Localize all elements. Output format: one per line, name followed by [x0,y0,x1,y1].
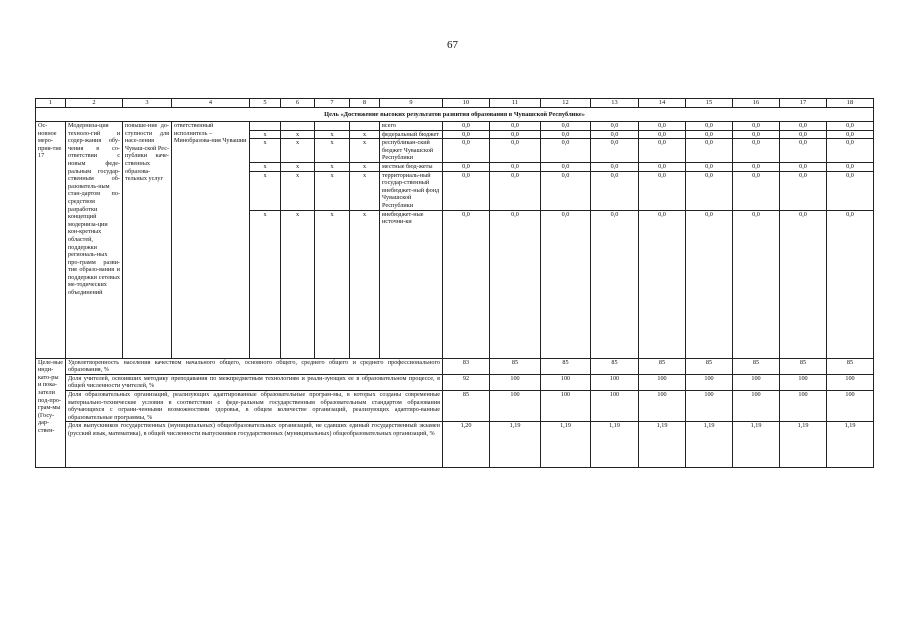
header-cell: 2 [66,99,123,108]
value-cell: 0,0 [490,210,541,358]
program-table [35,98,874,468]
value-cell: 0,0 [780,210,827,358]
code-cell: х [315,139,350,163]
indicator-value: 85 [443,390,490,421]
indicator-value: 1,19 [733,422,780,468]
measure-result: повыше-ние до-ступности для насе-ления Чуваш-ской Рес-публики каче-ственных образова-тельных услуг [123,122,172,359]
code-cell: х [250,139,281,163]
value-cell: 0,0 [639,162,686,171]
value-cell: 0,0 [686,139,733,163]
indicator-value: 100 [541,374,591,390]
indicator-value: 85 [639,358,686,374]
value-cell: 0,0 [490,122,541,131]
funding-source: республикан-ский бюджет Чувашской Республики [380,139,443,163]
header-cell: 12 [541,99,591,108]
header-cell: 10 [443,99,490,108]
value-cell: 0,0 [490,130,541,139]
value-cell: 0,0 [443,162,490,171]
indicator-value: 1,19 [639,422,686,468]
header-cell: 7 [315,99,350,108]
code-cell: х [250,130,281,139]
header-cell: 3 [123,99,172,108]
value-cell: 0,0 [443,210,490,358]
indicator-value: 100 [490,390,541,421]
value-cell: 0,0 [827,171,874,210]
indicator-value: 100 [490,374,541,390]
header-cell: 11 [490,99,541,108]
value-cell: 0,0 [443,139,490,163]
indicator-row [36,422,874,468]
header-cell: 6 [281,99,315,108]
value-cell: 0,0 [591,122,639,131]
code-cell: х [350,210,380,358]
code-cell: х [281,162,315,171]
value-cell: 0,0 [591,171,639,210]
indicator-value: 85 [490,358,541,374]
indicator-value: 85 [780,358,827,374]
indicator-value: 100 [639,390,686,421]
header-cell: 15 [686,99,733,108]
value-cell: 0,0 [780,139,827,163]
value-cell: 0,0 [541,130,591,139]
indicator-value: 85 [827,358,874,374]
indicator-value: 92 [443,374,490,390]
indicator-text: Доля образовательных организаций, реализующих адаптированные образовательные програм-мы, в которых созданы современные материально-технические условия в соответствии с феде-ральным государственным образовательным стандартом образования обучающихся с ограни-ченными возможностями здоровья, в общем количестве организаций, реализующих адаптиро-ванные образовательные программы, % [66,390,443,421]
value-cell: 0,0 [591,139,639,163]
value-cell: 0,0 [591,162,639,171]
code-cell [350,122,380,131]
indicator-value: 1,19 [490,422,541,468]
value-cell: 0,0 [733,130,780,139]
code-cell: х [350,139,380,163]
value-cell: 0,0 [686,210,733,358]
value-cell: 0,0 [639,210,686,358]
code-cell: х [315,171,350,210]
code-cell: х [281,130,315,139]
indicator-value: 100 [780,374,827,390]
indicator-value: 1,19 [827,422,874,468]
value-cell: 0,0 [733,162,780,171]
code-cell: х [315,162,350,171]
indicator-row [36,358,874,374]
value-cell: 0,0 [541,139,591,163]
value-cell: 0,0 [733,210,780,358]
value-cell: 0,0 [541,122,591,131]
header-cell: 14 [639,99,686,108]
indicator-value: 100 [639,374,686,390]
measure-code: Ос-новное меро-прия-тие 17 [36,122,66,359]
value-cell: 0,0 [639,122,686,131]
value-cell: 0,0 [733,122,780,131]
code-cell: х [281,139,315,163]
indicator-row [36,390,874,421]
indicators-label: Целе-вые инди-като-ры и пока-затели под-про-грам-мы (Госу-дар-ствен- [36,358,66,468]
header-cell: 8 [350,99,380,108]
indicator-value: 100 [541,390,591,421]
value-cell: 0,0 [639,130,686,139]
code-cell: х [315,130,350,139]
header-cell: 13 [591,99,639,108]
funding-source: федеральный бюджет [380,130,443,139]
value-cell: 0,0 [686,162,733,171]
value-cell: 0,0 [827,122,874,131]
value-cell: 0,0 [780,122,827,131]
value-cell: 0,0 [490,139,541,163]
funding-source: территориаль-ный государ-ственный внебюджет-ный фонд Чувашской Республики [380,171,443,210]
header-cell: 1 [36,99,66,108]
indicator-value: 100 [780,390,827,421]
indicator-text: Доля учителей, освоивших методику преподавания по межпредметным технологиям и реали-зующих ее в образовательном процессе, в общей численности учителей, % [66,374,443,390]
page-number: 67 [447,39,458,51]
indicator-value: 83 [443,358,490,374]
indicator-value: 1,19 [541,422,591,468]
funding-row [36,122,874,131]
goal-row [36,108,874,122]
value-cell: 0,0 [780,162,827,171]
code-cell: х [250,210,281,358]
header-cell: 9 [380,99,443,108]
code-cell: х [350,162,380,171]
funding-source: местные бюд-жеты [380,162,443,171]
indicator-value: 1,19 [780,422,827,468]
code-cell: х [250,171,281,210]
funding-source: всего [380,122,443,131]
value-cell: 0,0 [443,122,490,131]
value-cell: 0,0 [686,122,733,131]
value-cell: 0,0 [541,210,591,358]
value-cell: 0,0 [639,139,686,163]
value-cell: 0,0 [443,171,490,210]
value-cell: 0,0 [490,162,541,171]
value-cell: 0,0 [733,171,780,210]
code-cell: х [315,210,350,358]
indicator-value: 1,20 [443,422,490,468]
value-cell: 0,0 [686,171,733,210]
header-cell: 18 [827,99,874,108]
header-cell: 4 [172,99,250,108]
indicator-value: 100 [686,390,733,421]
value-cell: 0,0 [780,171,827,210]
header-cell: 5 [250,99,281,108]
measure-executor: ответственный исполнитель – Минобразова-ния Чувашии [172,122,250,359]
value-cell: 0,0 [827,139,874,163]
indicator-value: 85 [541,358,591,374]
value-cell: 0,0 [541,171,591,210]
indicator-value: 100 [591,374,639,390]
code-cell: х [281,171,315,210]
indicator-value: 85 [686,358,733,374]
indicator-value: 100 [686,374,733,390]
indicator-row [36,374,874,390]
indicator-value: 100 [827,374,874,390]
code-cell: х [281,210,315,358]
value-cell: 0,0 [827,130,874,139]
value-cell: 0,0 [591,210,639,358]
value-cell: 0,0 [443,130,490,139]
funding-source: внебюджет-ные источни-ки [380,210,443,358]
code-cell [315,122,350,131]
value-cell: 0,0 [490,171,541,210]
indicator-text: Доля выпускников государственных (муниципальных) общеобразовательных организаций, не сдавших единый государственный экзамен (русский язык, математика), в общей численности выпускников государственных (муниципальных) общеобразовательных организаций, % [66,422,443,468]
code-cell: х [350,130,380,139]
measure-name: Модерниза-ция техноло-гий и содер-жания обу-чения в со-ответствии с новым феде-ральным государ-ственным об-разователь-ным стан-дартом по-средством разработки концепций модерниза-ции кон-кретных областей, поддержки региональ-ных про-грамм разви-тия образо-вания и поддержки сетевых ме-тодических объединений [66,122,123,359]
indicator-value: 100 [591,390,639,421]
header-cell: 17 [780,99,827,108]
code-cell: х [350,171,380,210]
header-cell: 16 [733,99,780,108]
indicator-value: 100 [733,390,780,421]
indicator-text: Удовлетворенность населения качеством начального общего, основного общего, среднего общего и среднего профессионального образования, % [66,358,443,374]
code-cell [250,122,281,131]
value-cell: 0,0 [827,210,874,358]
code-cell: х [250,162,281,171]
indicator-value: 100 [827,390,874,421]
column-number-row [36,99,874,108]
indicator-value: 1,19 [591,422,639,468]
indicator-value: 100 [733,374,780,390]
value-cell: 0,0 [780,130,827,139]
goal-title: Цель «Достижение высоких результатов развития образования в Чувашской Республике» [36,108,874,122]
value-cell: 0,0 [827,162,874,171]
indicator-value: 1,19 [686,422,733,468]
code-cell [281,122,315,131]
value-cell: 0,0 [591,130,639,139]
indicator-value: 85 [591,358,639,374]
value-cell: 0,0 [733,139,780,163]
value-cell: 0,0 [639,171,686,210]
value-cell: 0,0 [686,130,733,139]
indicator-value: 85 [733,358,780,374]
value-cell: 0,0 [541,162,591,171]
